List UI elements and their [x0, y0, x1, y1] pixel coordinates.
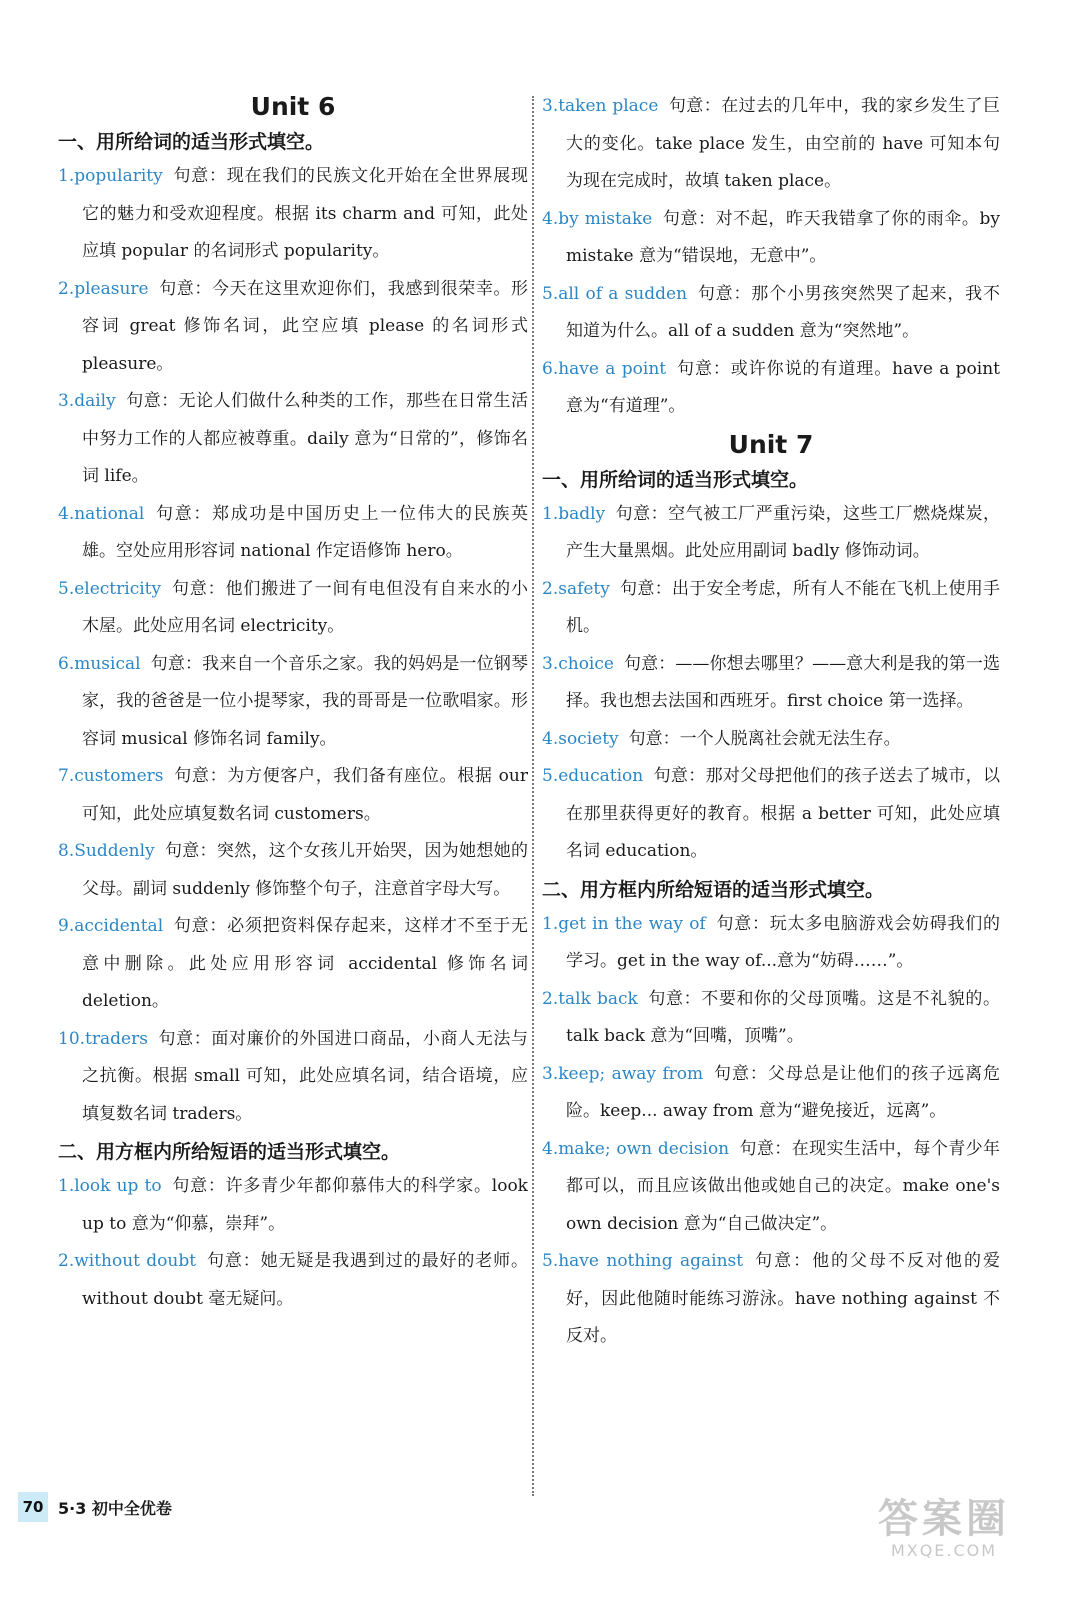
- explanation-text: 句意：父母总是让他们的孩子远离危险。keep... away from 意为“避免接近，远离”。: [566, 1063, 1000, 1121]
- watermark-sub: MXQE.COM: [890, 1541, 998, 1560]
- explanation-text: 句意：为方便客户，我们备有座位。根据 our 可知，此处应填复数名词 customers。: [82, 766, 528, 824]
- answer-item: [58, 496, 528, 571]
- explanation-text: 句意：她无疑是我遇到过的最好的老师。without doubt 毫无疑问。: [82, 1251, 529, 1309]
- answer-item: [542, 1131, 1000, 1244]
- explanation-text: 句意：我来自一个音乐之家。我的妈妈是一位钢琴家，我的爸爸是一位小提琴家，我的哥哥是一位歌唱家。形容词 musical 修饰名词 family。: [82, 653, 528, 749]
- answer-key: 9.accidental: [58, 916, 164, 936]
- answer-item: [542, 906, 1000, 981]
- answer-key: 8.Suddenly: [58, 841, 155, 861]
- answer-key: 5.all of a sudden: [542, 283, 688, 304]
- answer-key: 2.without doubt: [58, 1251, 197, 1271]
- explanation-text: 句意：出于安全考虑，所有人不能在飞机上使用手机。: [566, 578, 1000, 636]
- answer-item: [58, 383, 528, 496]
- right-column: [542, 88, 1000, 1356]
- explanation-text: 句意：郑成功是中国历史上一位伟大的民族英雄。空处应用形容词 national 作定语修饰 hero。: [82, 503, 528, 561]
- answer-key: 4.society: [542, 728, 619, 749]
- explanation-text: 句意：今天在这里欢迎你们，我感到很荣幸。形容词 great 修饰名词，此空应填 please 的名词形式 pleasure。: [82, 278, 528, 374]
- answer-item: [58, 908, 528, 1021]
- left-column: [58, 88, 528, 1318]
- answer-list: [542, 906, 1000, 1356]
- answer-item: [58, 833, 528, 908]
- answer-key: 3.choice: [542, 653, 614, 674]
- answer-key: 2.talk back: [542, 988, 638, 1009]
- explanation-text: 句意：玩太多电脑游戏会妨碍我们的学习。get in the way of...意为“妨碍……”。: [566, 913, 1001, 971]
- answer-item: [58, 271, 528, 384]
- section-title: 二、用方框内所给短语的适当形式填空。: [542, 878, 885, 901]
- explanation-text: 句意：一个人脱离社会就无法生存。: [628, 728, 901, 749]
- explanation-text: 句意：在现实生活中，每个青少年都可以，而且应该做出他或她自己的决定。make one's own decision 意为“自己做决定”。: [566, 1138, 1000, 1234]
- answer-item: [542, 721, 1000, 759]
- answer-key: 6.musical: [58, 653, 141, 674]
- answer-item: [542, 758, 1000, 871]
- explanation-text: 句意：现在我们的民族文化开始在全世界展现它的魅力和受欢迎程度。根据 its charm and 可知，此处应填 popular 的名词形式 popularity。: [82, 166, 528, 261]
- answer-key: 3.keep; away from: [542, 1063, 704, 1084]
- answer-item: [58, 646, 528, 759]
- answer-key: 2.safety: [542, 578, 610, 599]
- answer-key: 1.get in the way of: [542, 913, 706, 934]
- explanation-text: 句意：面对廉价的外国进口商品，小商人无法与之抗衡。根据 small 可知，此处应填名词，结合语境，应填复数名词 traders。: [82, 1028, 528, 1124]
- answer-item: [58, 571, 528, 646]
- watermark-logo: [854, 1497, 1034, 1560]
- answer-item: [542, 646, 1000, 721]
- answer-item: [542, 88, 1000, 201]
- explanation-text: 句意：他的父母不反对他的爱好，因此他随时能练习游泳。have nothing against 不反对。: [566, 1251, 1000, 1346]
- answer-item: [542, 201, 1000, 276]
- answer-list: [58, 1168, 528, 1318]
- explanation-text: 句意：对不起，昨天我错拿了你的雨伞。by mistake 意为“错误地，无意中”。: [566, 208, 1000, 266]
- watermark-main: 答案圈: [878, 1496, 1010, 1542]
- answer-item: [58, 1243, 528, 1318]
- answer-item: [542, 571, 1000, 646]
- answer-key: 1.popularity: [58, 166, 163, 186]
- answer-key: 5.electricity: [58, 578, 162, 599]
- answer-item: [58, 758, 528, 833]
- answer-key: 2.pleasure: [58, 278, 149, 299]
- answer-key: 4.by mistake: [542, 208, 653, 229]
- explanation-text: 句意：那个小男孩突然哭了起来，我不知道为什么。all of a sudden 意为“突然地”。: [566, 283, 1000, 341]
- answer-list: [542, 88, 1000, 426]
- explanation-text: 句意：在过去的几年中，我的家乡发生了巨大的变化。take place 发生，由空前的 have 可知本句为现在完成时，故填 taken place。: [566, 96, 1000, 191]
- answer-item: [542, 1056, 1000, 1131]
- answer-key: 1.look up to: [58, 1176, 162, 1196]
- explanation-text: 句意：——你想去哪里？——意大利是我的第一选择。我也想去法国和西班牙。first choice 第一选择。: [566, 653, 1000, 711]
- unit-6-title: Unit 6: [250, 92, 336, 121]
- page-number: 70: [18, 1492, 48, 1522]
- answer-key: 5.have nothing against: [542, 1251, 744, 1271]
- section-title: 一、用所给词的适当形式填空。: [542, 468, 809, 491]
- answer-key: 10.traders: [58, 1028, 148, 1049]
- explanation-text: 句意：空气被工厂严重污染，这些工厂燃烧煤炭，产生大量黑烟。此处应用副词 badly 修饰动词。: [566, 503, 1000, 561]
- explanation-text: 句意：许多青少年都仰慕伟大的科学家。look up to 意为“仰慕，崇拜”。: [82, 1176, 528, 1234]
- page-footer: [0, 1488, 300, 1528]
- section-title: 一、用所给词的适当形式填空。: [58, 131, 325, 153]
- answer-item: [542, 1243, 1000, 1356]
- answer-key: 7.customers: [58, 766, 164, 786]
- explanation-text: 句意：突然，这个女孩儿开始哭，因为她想她的父母。副词 suddenly 修饰整个句子，注意首字母大写。: [82, 841, 528, 899]
- unit-7-title: Unit 7: [728, 429, 814, 459]
- book-title: 5·3 初中全优卷: [58, 1499, 172, 1518]
- explanation-text: 句意：他们搬进了一间有电但没有自来水的小木屋。此处应用名词 electricity。: [82, 578, 528, 636]
- answer-item: [58, 1168, 528, 1243]
- explanation-text: 句意：那对父母把他们的孩子送去了城市，以在那里获得更好的教育。根据 a better 可知，此处应填名词 education。: [566, 766, 1000, 861]
- answer-item: [58, 158, 528, 271]
- section-title: 二、用方框内所给短语的适当形式填空。: [58, 1141, 401, 1163]
- answer-item: [542, 351, 1000, 426]
- answer-item: [58, 1021, 528, 1134]
- answer-item: [542, 981, 1000, 1056]
- answer-item: [542, 496, 1000, 571]
- explanation-text: 句意：不要和你的父母顶嘴。这是不礼貌的。talk back 意为“回嘴，顶嘴”。: [566, 988, 1000, 1046]
- answer-key: 4.make; own decision: [542, 1138, 730, 1159]
- answer-key: 4.national: [58, 503, 145, 524]
- answer-key: 5.education: [542, 766, 644, 786]
- explanation-text: 句意：无论人们做什么种类的工作，那些在日常生活中努力工作的人都应被尊重。daily 意为“日常的”，修饰名词 life。: [82, 391, 528, 486]
- answer-item: [542, 276, 1000, 351]
- answer-key: 6.have a point: [542, 358, 667, 379]
- explanation-text: 句意：必须把资料保存起来，这样才不至于无意中删除。此处应用形容词 accidental 修饰名词 deletion。: [82, 916, 528, 1011]
- explanation-text: 句意：或许你说的有道理。have a point 意为“有道理”。: [566, 358, 1001, 416]
- answer-key: 1.badly: [542, 503, 606, 524]
- answer-key: 3.taken place: [542, 96, 659, 116]
- answer-key: 3.daily: [58, 391, 116, 411]
- answer-list: [58, 158, 528, 1133]
- column-divider: [532, 96, 534, 1496]
- answer-list: [542, 496, 1000, 871]
